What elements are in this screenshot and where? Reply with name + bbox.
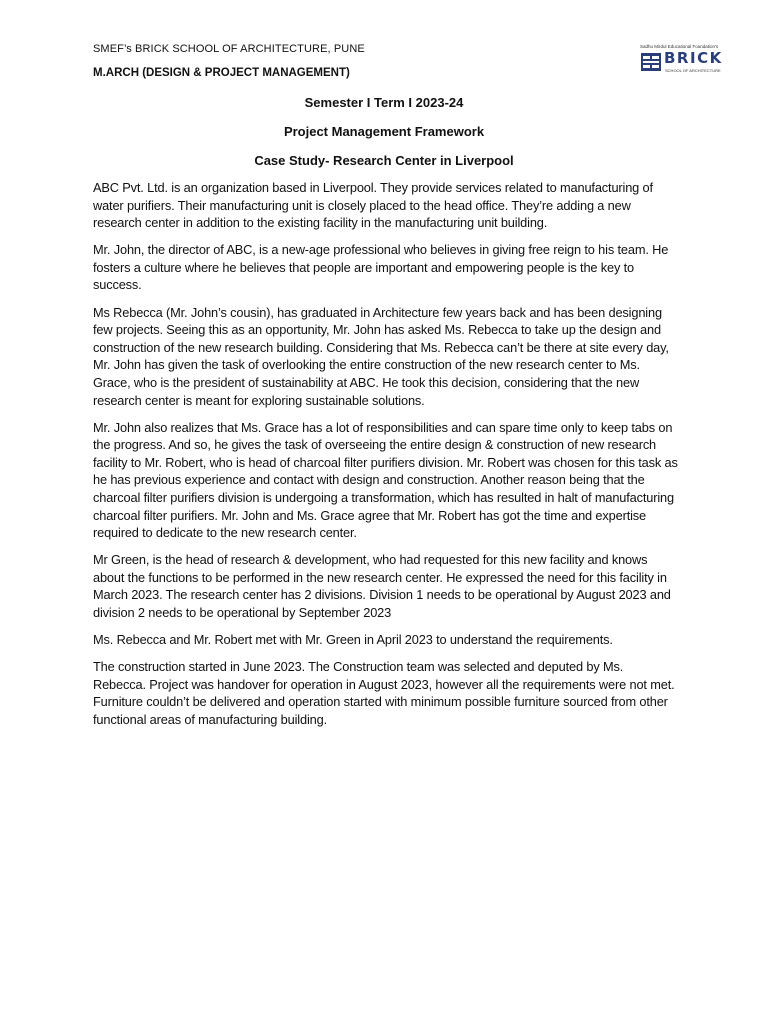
paragraph-intro: ABC Pvt. Ltd. is an organization based in Liverpool. They provide services related to manufacturing of water purifiers. Their manufacturing unit is closely placed to the head office. They’re adding a new research center in addition to the existing facility in the manufacturing unit building. bbox=[93, 180, 653, 231]
document-titles bbox=[93, 94, 675, 181]
program-name: M.ARCH (DESIGN & PROJECT MANAGEMENT) bbox=[93, 67, 350, 79]
paragraph-green: Mr Green, is the head of research & development, who had requested for this new facility and knows about the functions to be performed in the new research center. He expressed the need for this facility in March 2023. The research center has 2 divisions. Division 1 needs to be operational by August 2023 and division 2 needs to be operational by September 2023 bbox=[93, 552, 671, 621]
logo-wordmark: BRICK bbox=[664, 49, 723, 67]
paragraph-director: Mr. John, the director of ABC, is a new-age professional who believes in giving free reign to his team. He fosters a culture where he believes that people are important and empowering people is the key to success. bbox=[93, 242, 669, 293]
case-study-title: Case Study- Research Center in Liverpool bbox=[254, 153, 514, 168]
brick-logo-icon bbox=[641, 53, 661, 71]
paragraph-meeting: Ms. Rebecca and Mr. Robert met with Mr. Green in April 2023 to understand the requirements. bbox=[93, 632, 613, 648]
paragraph-robert: Mr. John also realizes that Ms. Grace has a lot of responsibilities and can spare time only to keep tabs on the progress. And so, he gives the task of overseeing the entire design & construction of new research facility to Mr. Robert, who is head of charcoal filter purifiers division. Mr. Robert was chosen for this task as he has previous experience and contact with design and construction. Another reason being that the charcoal filter purifiers division is undergoing a transformation, which has resulted in halt of manufacturing charcoal filter purifiers. Mr. John and Ms. Grace agree that Mr. Robert has got the time and expertise required to dedicate to the new research center. bbox=[93, 419, 678, 541]
logo-subtext: SCHOOL OF ARCHITECTURE bbox=[665, 68, 721, 73]
brick-logo bbox=[640, 44, 723, 76]
document-body bbox=[93, 179, 679, 738]
school-name: SMEF’s BRICK SCHOOL OF ARCHITECTURE, PUNE bbox=[93, 43, 365, 55]
paragraph-construction: The construction started in June 2023. The Construction team was selected and deputed by Ms. Rebecca. Project was handover for operation in August 2023, however all the requirements were not met. Furniture couldn’t be delivered and operation started with minimum possible furniture sourced from other functional areas of manufacturing building. bbox=[93, 659, 675, 728]
subject-title: Project Management Framework bbox=[283, 124, 485, 139]
semester-title: Semester I Term I 2023-24 bbox=[304, 95, 464, 110]
logo-tagline: Sadhu Mirdul Educational Foundation's bbox=[640, 44, 719, 49]
paragraph-rebecca: Ms Rebecca (Mr. John’s cousin), has graduated in Architecture few years back and has been designing few projects. Seeing this as an opportunity, Mr. John has asked Ms. Rebecca to take up the design and construction of the new research building. Considering that Ms. Rebecca can’t be there at site every day, Mr. John has given the task of overlooking the entire construction of the new research center to Ms. Grace, who is the president of sustainability at ABC. He took this decision, considering that the new research center is meant for exploring sustainable solutions. bbox=[93, 304, 669, 408]
